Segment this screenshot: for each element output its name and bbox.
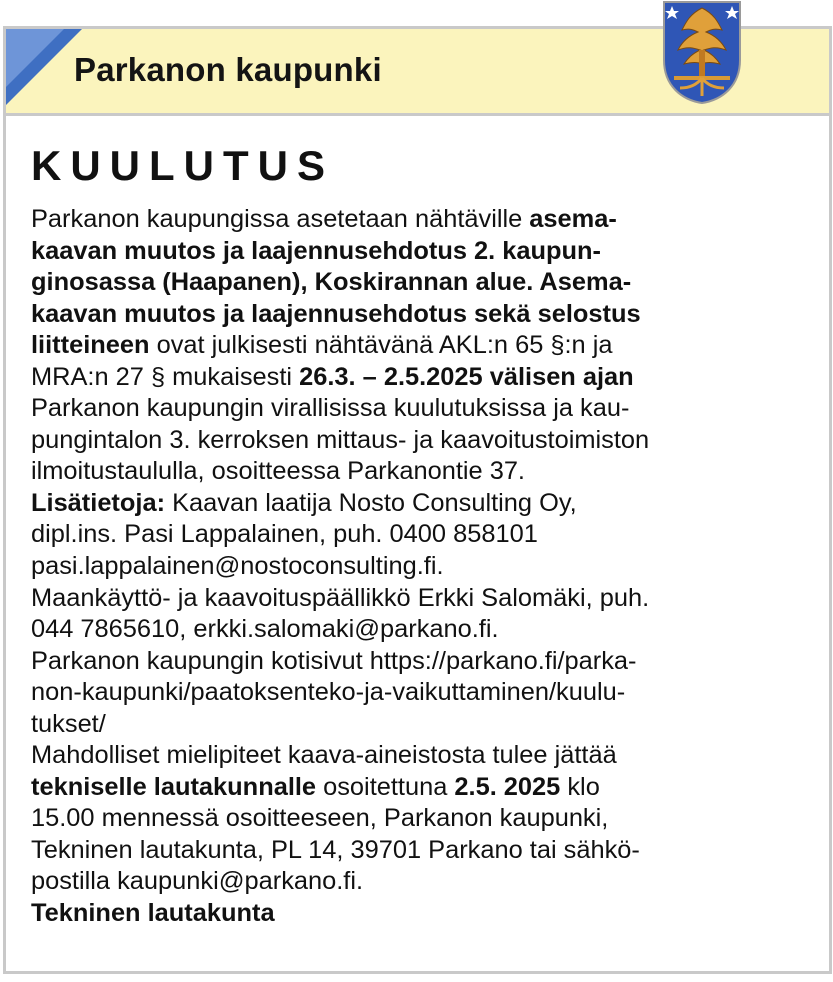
text-run: pungintalon 3. kerroksen mittaus- ja kaavoitustoimiston bbox=[31, 425, 650, 454]
text-line bbox=[31, 551, 811, 583]
org-name: Parkanon kaupunki bbox=[74, 51, 382, 88]
text-run: Tekninen lautakunta, PL 14, 39701 Parkano tai sähkö- bbox=[31, 835, 640, 864]
bold-text: asema- bbox=[529, 205, 617, 233]
text-run: Maankäyttö- ja kaavoituspäällikkö Erkki Salomäki, puh. bbox=[31, 583, 650, 612]
text-run: ovat julkisesti nähtävänä AKL:n 65 §:n ja bbox=[149, 331, 613, 360]
bold-text: liitteineen bbox=[31, 331, 150, 360]
text-run: Parkanon kaupungin virallisissa kuulutuksissa ja kau- bbox=[31, 394, 630, 423]
text-run: Parkanon kaupungin kotisivut https://parkano.fi/parka- bbox=[31, 646, 637, 675]
text-line bbox=[31, 740, 811, 772]
paragraph-announcement bbox=[31, 204, 811, 488]
text-run: ilmoitustaululla, osoitteessa Parkanontie 37. bbox=[31, 457, 525, 486]
text-run: non-kaupunki/paatoksenteko-ja-vaikuttaminen/kuulu- bbox=[31, 678, 626, 707]
bold-text: 2.5. 2025 bbox=[454, 772, 561, 801]
text-line bbox=[31, 772, 811, 804]
text-line bbox=[31, 425, 811, 457]
text-line bbox=[31, 866, 811, 898]
paragraph-feedback-instructions bbox=[31, 740, 811, 898]
text-line bbox=[31, 803, 811, 835]
text-line bbox=[31, 646, 811, 678]
text-run: MRA:n 27 § mukaisesti bbox=[31, 362, 300, 391]
text-line bbox=[31, 835, 811, 867]
text-run: Kaavan laatija Nosto Consulting Oy, bbox=[165, 488, 577, 517]
paragraph-contact-info bbox=[31, 488, 811, 740]
bold-text: kaavan muutos ja laajennusehdotus 2. kaupun- bbox=[31, 236, 602, 265]
signature bbox=[31, 898, 811, 930]
text-line bbox=[31, 330, 811, 362]
text-run: tukset/ bbox=[31, 709, 106, 738]
bold-text: Tekninen lautakunta bbox=[31, 899, 275, 928]
text-line bbox=[31, 898, 811, 930]
text-run: pasi.lappalainen@nostoconsulting.fi. bbox=[31, 552, 444, 581]
bold-text: ginosassa (Haapanen), Koskirannan alue. Asema- bbox=[31, 268, 632, 297]
coat-of-arms-icon bbox=[660, 0, 744, 104]
bold-text: 26.3. – 2.5.2025 välisen ajan bbox=[299, 362, 634, 391]
text-run: Parkanon kaupungissa asetetaan nähtäville bbox=[31, 205, 530, 233]
text-line bbox=[31, 299, 811, 331]
text-line bbox=[31, 236, 811, 268]
notice-body bbox=[31, 204, 811, 930]
text-line bbox=[31, 362, 811, 394]
text-line bbox=[31, 614, 811, 646]
text-line bbox=[31, 267, 811, 299]
text-run: Mahdolliset mielipiteet kaava-aineistosta tulee jättää bbox=[31, 741, 617, 770]
notice-title: KUULUTUS bbox=[31, 142, 334, 189]
text-run: 15.00 mennessä osoitteeseen, Parkanon kaupunki, bbox=[31, 804, 609, 833]
text-line bbox=[31, 519, 811, 551]
bold-text: tekniselle lautakunnalle bbox=[31, 772, 317, 801]
text-run: 044 7865610, erkki.salomaki@parkano.fi. bbox=[31, 615, 499, 644]
text-line bbox=[31, 488, 811, 520]
bold-text: kaavan muutos ja laajennusehdotus sekä selostus bbox=[31, 299, 641, 328]
text-line bbox=[31, 583, 811, 615]
text-line bbox=[31, 204, 811, 236]
text-line bbox=[31, 393, 811, 425]
text-run: klo bbox=[560, 772, 600, 801]
text-line bbox=[31, 677, 811, 709]
text-run: osoitettuna bbox=[316, 772, 455, 801]
text-run: dipl.ins. Pasi Lappalainen, puh. 0400 858101 bbox=[31, 520, 538, 549]
bold-text: Lisätietoja: bbox=[31, 488, 166, 517]
text-run: postilla kaupunki@parkano.fi. bbox=[31, 867, 364, 896]
text-line bbox=[31, 456, 811, 488]
text-line bbox=[31, 709, 811, 741]
corner-decoration-inner bbox=[6, 29, 64, 87]
